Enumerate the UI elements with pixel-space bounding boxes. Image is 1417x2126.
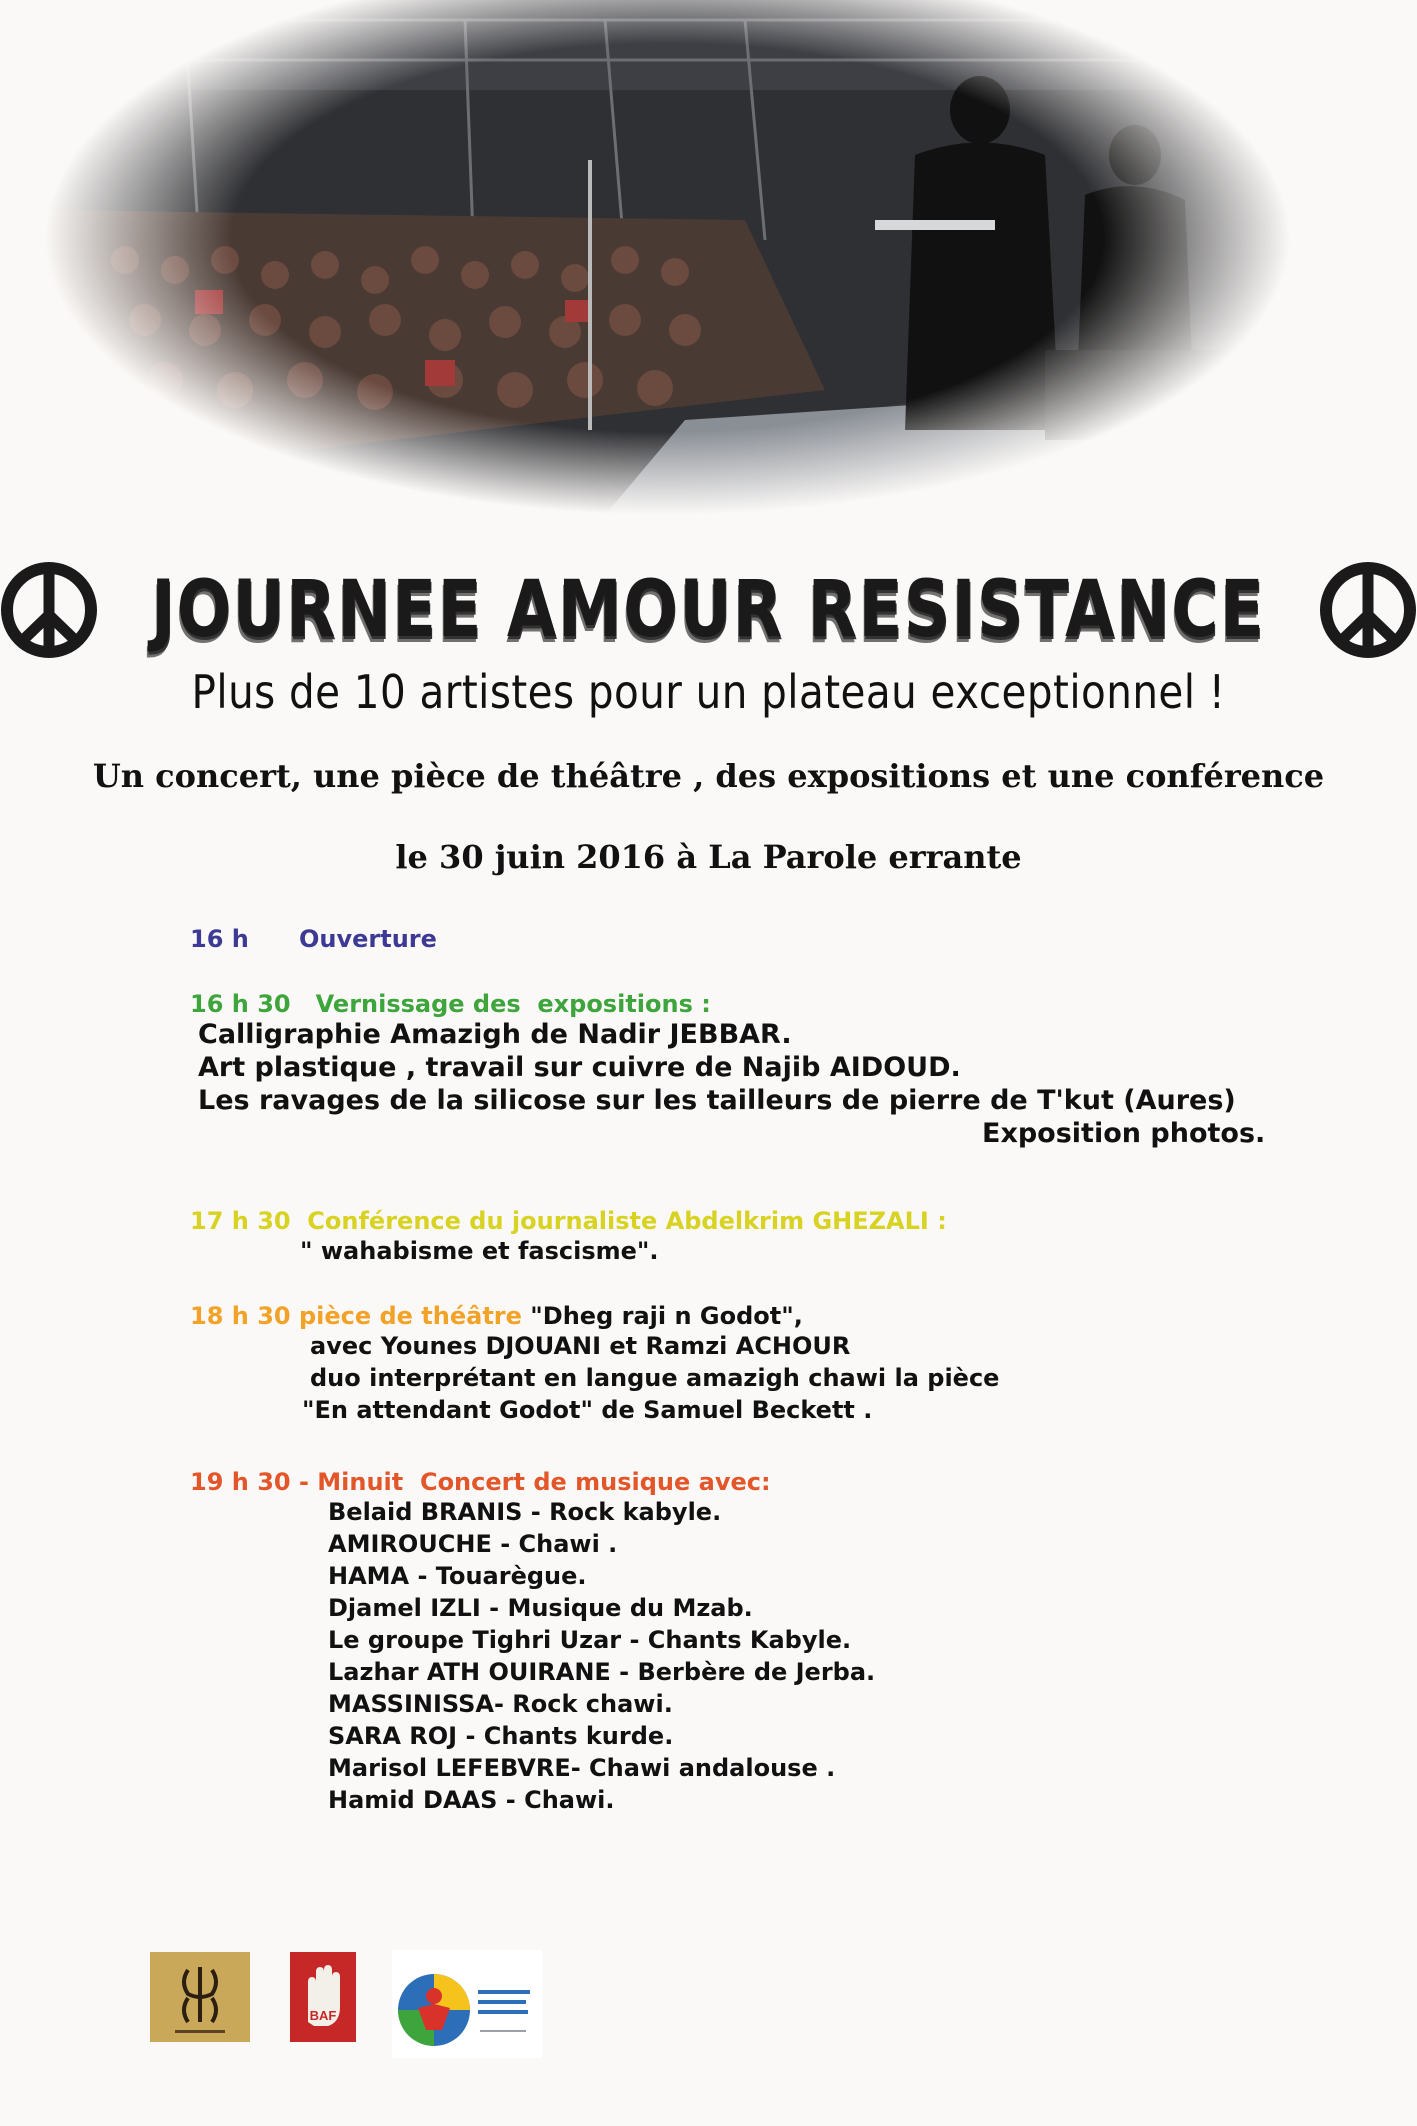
schedule-line: Calligraphie Amazigh de Nadir JEBBAR.: [198, 1019, 792, 1050]
play-title: "Dheg raji n Godot",: [530, 1302, 803, 1330]
event-date: le 30 juin 2016 à La Parole errante: [395, 838, 1022, 876]
schedule-line: avec Younes DJOUANI et Ramzi ACHOUR: [310, 1332, 851, 1360]
artist-item: Marisol LEFEBVRE- Chawi andalouse .: [328, 1754, 836, 1782]
schedule-time: 19 h 30 - Minuit Concert de musique avec:: [190, 1468, 771, 1496]
schedule-item-theatre: [190, 1302, 1310, 1426]
schedule-line: Art plastique , travail sur cuivre de Najib AIDOUD.: [198, 1052, 961, 1083]
concert-photo: [45, 0, 1290, 515]
schedule-time: 16 h 30 Vernissage des expositions :: [190, 990, 711, 1018]
baf-logo: [290, 1952, 356, 2042]
baf-text: BAF: [309, 2008, 337, 2023]
schedule-time: 18 h 30 pièce de théâtre: [190, 1302, 522, 1330]
association-logo: [392, 1950, 542, 2058]
schedule-item-concert: [190, 1468, 1310, 1816]
schedule-line: Exposition photos.: [982, 1118, 1266, 1149]
yaz-logo: [150, 1952, 250, 2042]
artist-item: MASSINISSA- Rock chawi.: [328, 1690, 673, 1718]
schedule-time: 17 h 30 Conférence du journaliste Abdelkrim GHEZALI :: [190, 1207, 947, 1235]
schedule-item-exhibitions: [190, 990, 1310, 1150]
schedule-line: " wahabisme et fascisme".: [300, 1237, 659, 1265]
subtitle: Plus de 10 artistes pour un plateau exceptionnel !: [191, 665, 1226, 719]
schedule-line: duo interprétant en langue amazigh chawi la pièce: [310, 1364, 1000, 1392]
artist-item: Belaid BRANIS - Rock kabyle.: [328, 1498, 722, 1526]
schedule-item-conference: [190, 1207, 1310, 1267]
artist-list: [328, 1496, 1310, 1816]
title-row: [20, 555, 1397, 665]
peace-icon: [0, 560, 99, 660]
artist-item: AMIROUCHE - Chawi .: [328, 1530, 618, 1558]
partner-logos: [150, 1950, 550, 2060]
artist-item: HAMA - Touarègue.: [328, 1562, 587, 1590]
artist-item: Djamel IZLI - Musique du Mzab.: [328, 1594, 753, 1622]
tagline: Un concert, une pièce de théâtre , des expositions et une conférence: [92, 757, 1325, 795]
schedule-time: 16 h Ouverture: [190, 925, 437, 953]
schedule-item-opening: [190, 925, 1310, 953]
artist-item: Le groupe Tighri Uzar - Chants Kabyle.: [328, 1626, 852, 1654]
artist-item: Lazhar ATH OUIRANE - Berbère de Jerba.: [328, 1658, 876, 1686]
artist-item: SARA ROJ - Chants kurde.: [328, 1722, 674, 1750]
page-title: JOURNEE AMOUR RESISTANCE: [151, 565, 1266, 655]
schedule-line: Les ravages de la silicose sur les tailleurs de pierre de T'kut (Aures): [198, 1085, 1236, 1116]
peace-icon: [1318, 560, 1417, 660]
schedule-line: "En attendant Godot" de Samuel Beckett .: [302, 1396, 873, 1424]
artist-item: Hamid DAAS - Chawi.: [328, 1786, 615, 1814]
